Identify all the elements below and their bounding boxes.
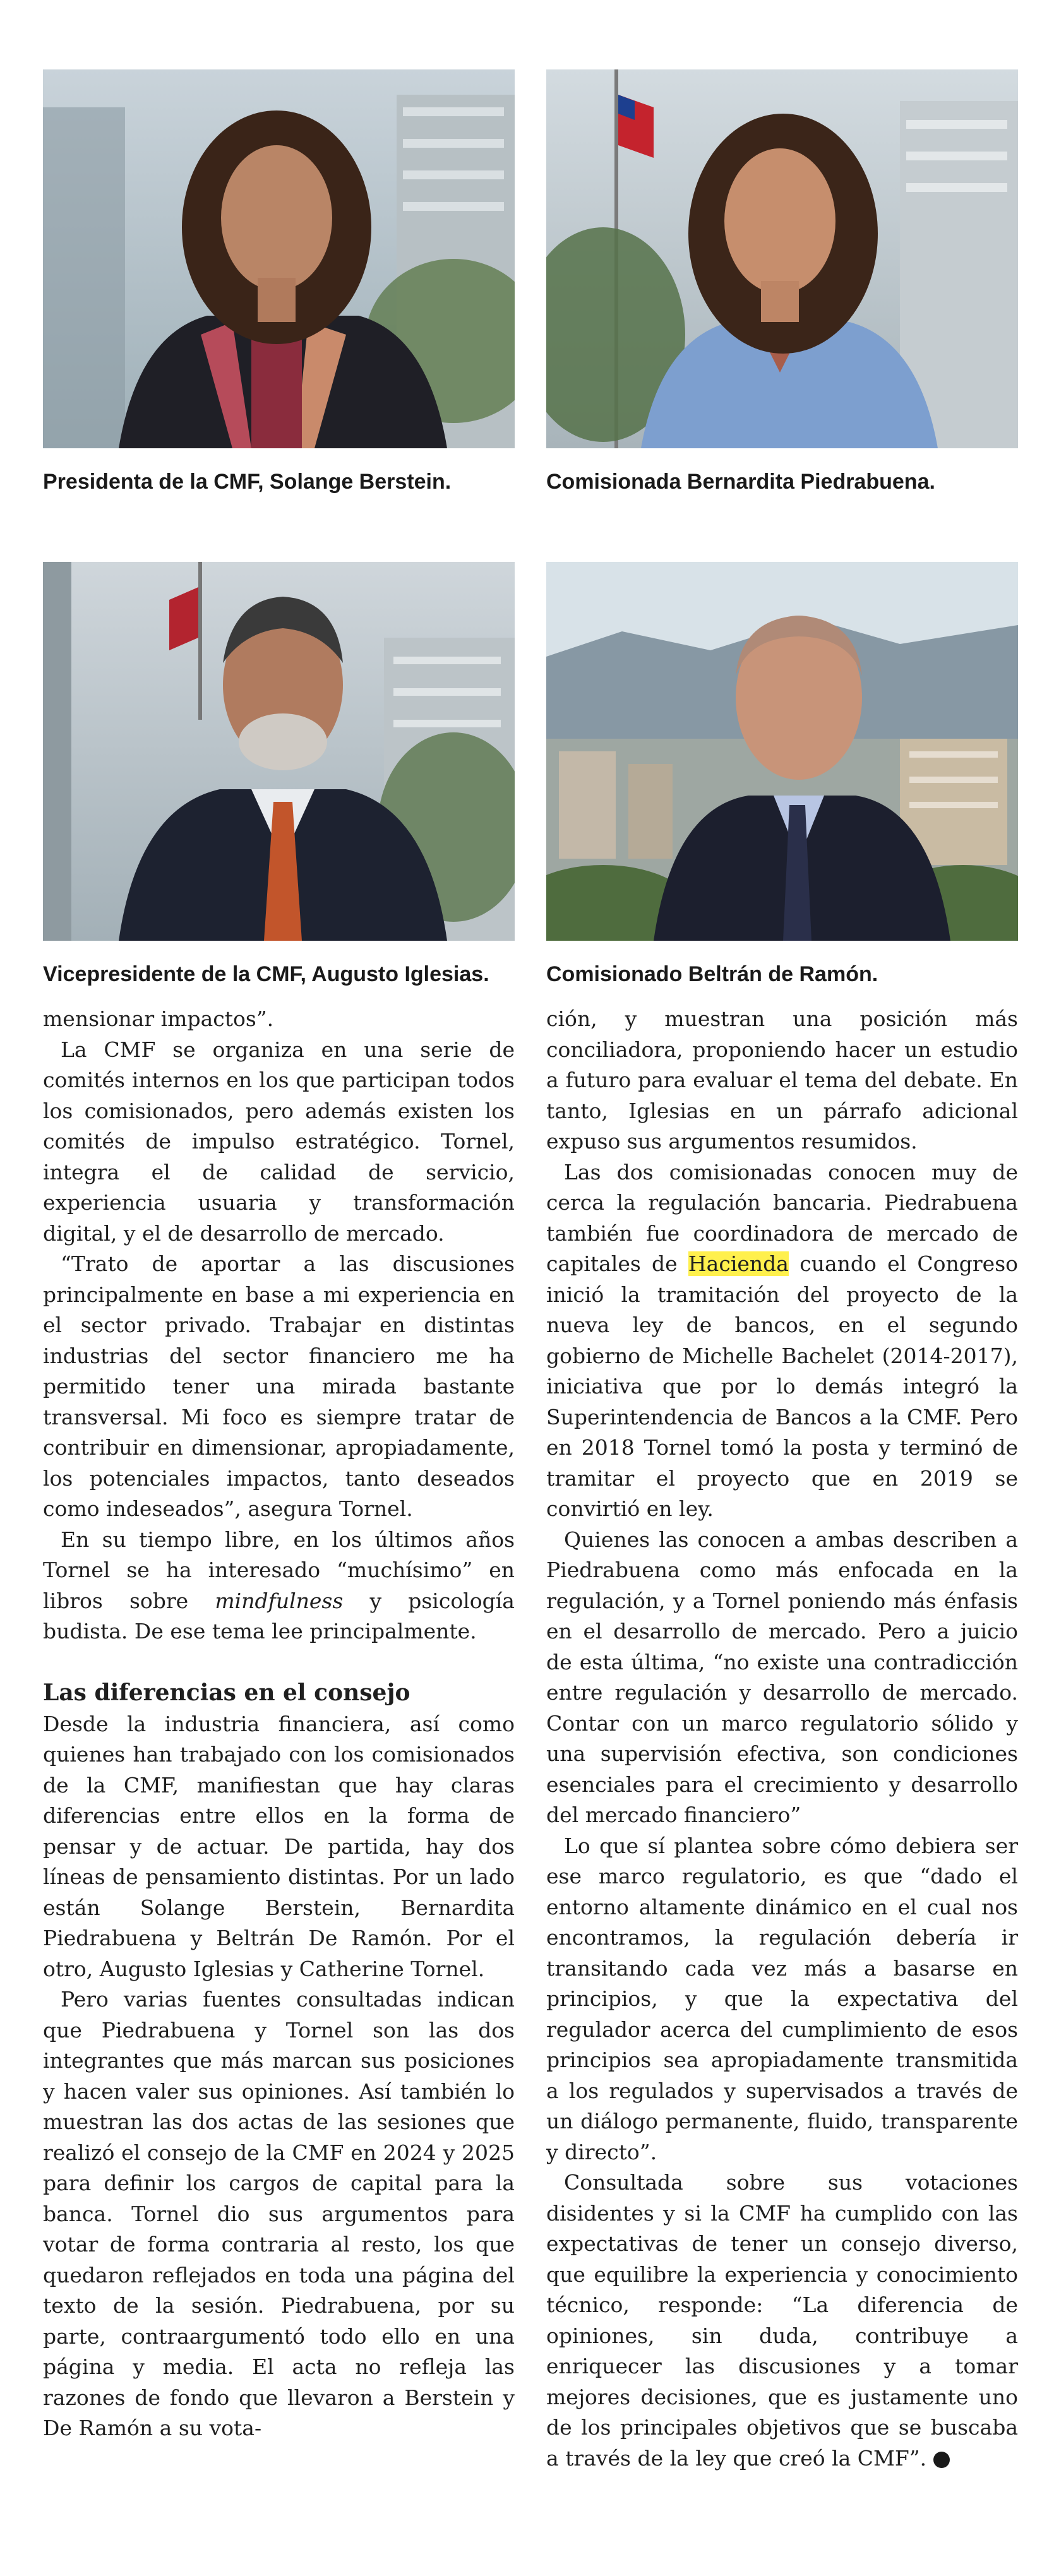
article-paragraph: mensionar impactos”. xyxy=(43,1006,274,1031)
article-paragraph: “Trato de aportar a las discusiones principalmente en base a mi experiencia en el sector privado. Trabajar en distintas industrias del sector financiero me ha permitido tener una mirada bastante transversal. Mi foco es siempre tratar de contribuir en dimensionar, apropiadamente, los potenciales impactos, tanto deseados como indeseados”, asegura Tornel. xyxy=(43,1251,515,1521)
caption-bernardita-piedrabuena: Comisionada Bernardita Piedrabuena. xyxy=(546,470,935,494)
photo-beltran-de-ramon xyxy=(546,562,1018,941)
end-mark-icon: P xyxy=(933,2452,950,2468)
article-column-right xyxy=(546,1004,1018,2474)
caption-augusto-iglesias: Vicepresidente de la CMF, Augusto Iglesias. xyxy=(43,962,489,986)
article-paragraph: Quienes las conocen a ambas describen a Piedrabuena como más enfocada en la regulación, y a Tornel poniendo más énfasis en el desarrollo de mercado. Pero a juicio de esta última, “no existe una contradicción entre regulación y desarrollo de mercado. Contar con un marco regulatorio sólido y una supervisión efectiva, son condiciones esenciales para el crecimiento y desarrollo del mercado financiero” xyxy=(546,1527,1018,1827)
highlighted-word: Hacienda xyxy=(688,1251,789,1276)
photo-bernardita-piedrabuena xyxy=(546,69,1018,448)
article-paragraph: Las dos comisionadas conocen muy de cerca la regulación bancaria. Piedrabuena también fue coordinadora de mercado de capitales de Hacienda cuando el Congreso inició la tramitación del proyecto de la nueva ley de bancos, en el segundo gobierno de Michelle Bachelet (2014-2017), iniciativa que por lo demás integró la Superintendencia de Bancos a la CMF. Pero en 2018 Tornel tomó la posta y terminó de tramitar el proyecto que en 2019 se convirtió en ley. xyxy=(546,1159,1018,1521)
caption-solange-berstein: Presidenta de la CMF, Solange Berstein. xyxy=(43,470,452,494)
photo-solange-berstein xyxy=(43,69,515,448)
article-paragraph: Consultada sobre sus votaciones disidentes y si la CMF ha cumplido con las expectativas de tener un consejo diverso, que equilibre la experiencia y conocimiento técnico, responde: “La diferencia de opiniones, sin duda, contribuye a enriquecer las discusiones y a tomar mejores decisiones, que es justamente uno de los principales objetivos que se buscaba a través de la ley que creó la CMF”. P xyxy=(546,2170,1018,2471)
article-paragraph: ción, y muestran una posición más conciliadora, proponiendo hacer un estudio a futuro para evaluar el tema del debate. En tanto, Iglesias en un párrafo adicional expuso sus argumentos resumidos. xyxy=(546,1006,1018,1154)
caption-beltran-de-ramon: Comisionado Beltrán de Ramón. xyxy=(546,962,878,986)
article-paragraph: Desde la industria financiera, así como quienes han trabajado con los comisionados de la CMF, manifiestan que hay claras diferencias entre ellos en la forma de pensar y de actuar. De partida, hay dos líneas de pensamiento distintas. Por un lado están Solange Berstein, Bernardita Piedrabuena y Beltrán De Ramón. Por el otro, Augusto Iglesias y Catherine Tornel. xyxy=(43,1711,515,1981)
emphasis-mindfulness: mindfulness xyxy=(215,1588,344,1613)
photo-augusto-iglesias xyxy=(43,562,515,941)
section-heading: Las diferencias en el consejo xyxy=(43,1679,410,1706)
article-paragraph: La CMF se organiza en una serie de comités internos en los que participan todos los comisionados, pero además existen los comités de impulso estratégico. Tornel, integra el de calidad de servicio, experiencia usuaria y transformación digital, y el de desarrollo de mercado. xyxy=(43,1037,515,1246)
article-paragraph: En su tiempo libre, en los últimos años Tornel se ha interesado “muchísimo” en libros sobre mindfulness y psicología budista. De ese tema lee principalmente. xyxy=(43,1527,515,1643)
article-paragraph: Pero varias fuentes consultadas indican que Piedrabuena y Tornel son las dos integrantes que más marcan sus posiciones y hacen valer sus opiniones. Así también lo muestran las dos actas de las sesiones que realizó el consejo de la CMF en 2024 y 2025 para definir los cargos de capital para la banca. Tornel dio sus argumentos para votar de forma contraria al resto, los que quedaron reflejados en toda una página del texto de la sesión. Piedrabuena, por su parte, contraargumentó todo ello en una página y media. El acta no refleja las razones de fondo que llevaron a Berstein y De Ramón a su vota- xyxy=(43,1987,515,2440)
article-column-left xyxy=(43,1004,515,2444)
article-paragraph: Lo que sí plantea sobre cómo debiera ser ese marco regulatorio, es que “dado el entorno altamente dinámico en el cual nos encontramos, la regulación debería ir transitando cada vez más a basarse en principios, y que la expectativa del regulador acerca del cumplimiento de esos principios sea apropiadamente transmitida a los regulados y supervisados a través de un diálogo permanente, fluido, transparente y directo”. xyxy=(546,1833,1018,2164)
